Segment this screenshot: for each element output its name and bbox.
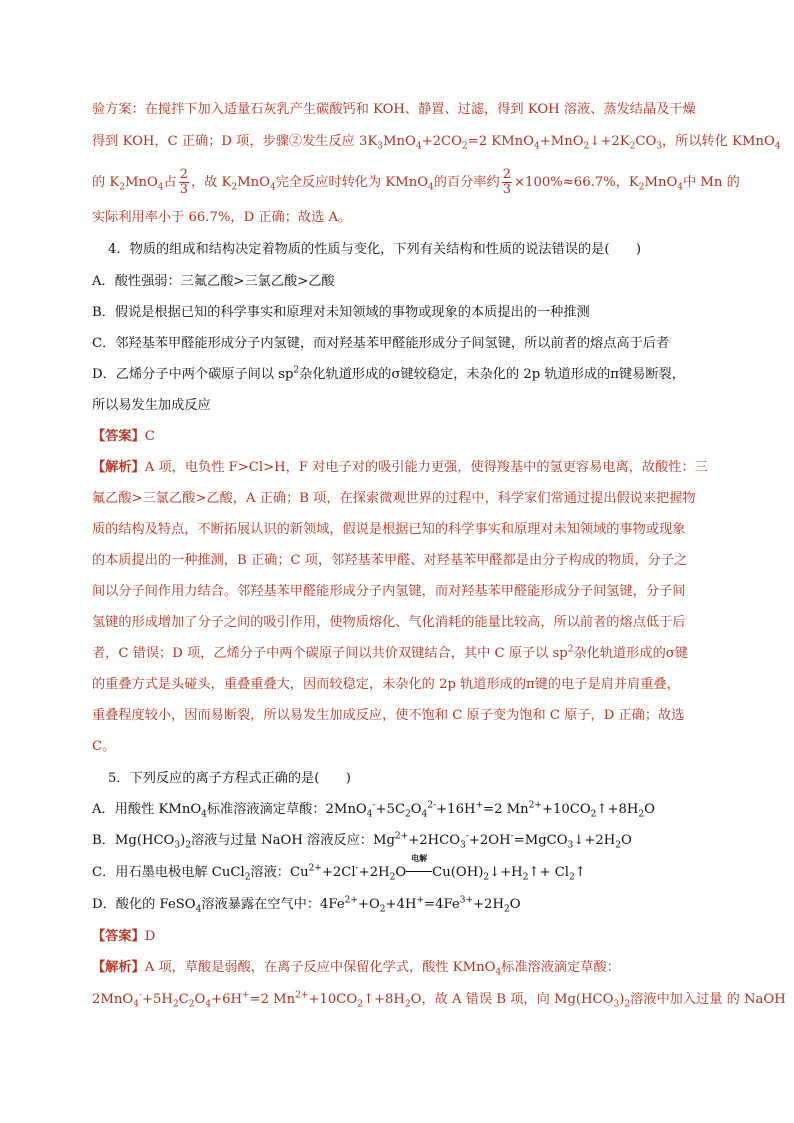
q4-explanation-line-1: 【解析】A 项，电负性 F>Cl>H，F 对电子对的吸引能力更强，使得羧基中的氢更容易电离，故酸性：三 bbox=[92, 460, 708, 475]
prev-explanation-line-3: 的 $K_2MnO_4$占 $\frac{2}{3}$ ，故 $K_2MnO_4$完全反应时转化为 KMnO$_4$的百分率约 $\frac{2}{3}$ ×100%≈66.7%，$K_2MnO_4$中 Mn 的 bbox=[92, 167, 740, 197]
q4-explanation-line-9: 重叠程度较小，因而易断裂，所以易发生加成反应，使不饱和 C 原子变为饱和 C 原子，D 正确；故选 bbox=[92, 708, 685, 723]
q5-explanation-line-1: 【解析】A 项，草酸是弱酸，在离子反应中保留化学式，酸性 KMnO$_4$标准溶液滴定草酸： bbox=[92, 960, 620, 978]
q5-option-c: C．用石墨电极电解 CuCl$_2$溶液：$Cu^{2+}+2Cl^-+2H_2O$ 电解 $Cu(OH)_2↓+H_2↑+$ $Cl_2↑$ bbox=[92, 853, 586, 883]
q4-option-c: C．邻羟基苯甲醛能形成分子内氢键，而对羟基苯甲醛能形成分子间氢键，所以前者的熔点高于后者 bbox=[92, 336, 670, 351]
fraction-two-thirds: $\frac{2}{3}$ bbox=[179, 167, 188, 197]
q4-explanation-line-10: C。 bbox=[92, 739, 116, 754]
q5-option-d: D．酸化的 FeSO$_4$溶液暴露在空气中：$4Fe^{2+}+O_2+4H^+=4Fe^{3+}+2H_2O$ bbox=[92, 895, 521, 915]
q4-option-d-line-1: D．乙烯分子中两个碳原子间以 $sp^2$杂化轨道形成的σ键较稳定，未杂化的 2p 轨道形成的π键易断裂， bbox=[92, 365, 685, 382]
q5-option-a: A．用酸性 KMnO$_4$标准溶液滴定草酸：$2MnO_4^-+5C_2O_4^{2-}+16H^+=2$ $Mn^{2+}+10CO_2↑+8H_2O$ bbox=[92, 800, 655, 820]
prev-explanation-line-2: 得到 KOH，C 正确；D 项，步骤②发生反应 $3K_3MnO_4+2CO_2=2$ $KMnO_4+MnO_2↓+2K_2CO_3$，所以转化 KMnO$_4$ bbox=[92, 134, 781, 152]
q4-option-a: A．酸性强弱：三氟乙酸>三氯乙酸>乙酸 bbox=[92, 274, 335, 289]
q5-option-b: B．$Mg(HCO_3)_2$溶液与过量 NaOH 溶液反应：$Mg^{2+}+2HCO_3^-+2OH^-=MgCO_3↓+2H_2O$ bbox=[92, 831, 632, 851]
q4-explanation-line-7: 者，C 错误；D 项，乙烯分子中两个碳原子间以共价双键结合，其中 C 原子以 $sp^2$杂化轨道形成的σ键 bbox=[92, 644, 688, 661]
q4-explanation-line-5: 间以分子间作用力结合。邻羟基苯甲醛能形成分子内氢键，而对羟基苯甲醛能形成分子间氢键，分子间 bbox=[92, 584, 686, 599]
q4-option-b: B．假说是根据已知的科学事实和原理对未知领域的事物或现象的本质提出的一种推测 bbox=[92, 305, 590, 320]
electrolysis-condition-arrow: 电解 bbox=[406, 863, 432, 883]
q4-explanation-line-8: 的重叠方式是头碰头，重叠重叠大，因而较稳定，未杂化的 2p 轨道形成的π键的电子是肩并肩重叠， bbox=[92, 677, 680, 692]
q4-option-d-line-2: 所以易发生加成反应 bbox=[92, 398, 211, 413]
q4-explanation-line-2: 氟乙酸>三氯乙酸>乙酸，A 正确；B 项，在探索微观世界的过程中，科学家们常通过提出假说来把握物 bbox=[92, 491, 696, 506]
q4-explanation-line-4: 的本质提出的一种推测，B 正确；C 项，邻羟基苯甲醛、对羟基苯甲醛都是由分子构成的物质，分子之 bbox=[92, 553, 688, 568]
prev-explanation-line-1: 验方案：在搅拌下加入适量石灰乳产生碳酸钙和 KOH、静置、过滤，得到 KOH 溶液、蒸发结晶及干燥 bbox=[92, 102, 696, 117]
prev-explanation-line-4: 实际利用率小于 66.7%，D 正确；故选 A。 bbox=[92, 210, 352, 225]
q4-stem: 4．物质的组成和结构决定着物质的性质与变化，下列有关结构和性质的说法错误的是( ) bbox=[108, 242, 641, 257]
fraction-two-thirds-2: $\frac{2}{3}$ bbox=[502, 167, 511, 197]
q5-explanation-line-2: $2MnO_4^-+5H_2C_2O_4+6H^+=2$ $Mn^{2+}+10CO_2↑+8H_2O$，故 A 错误 B 项，向 $Mg(HCO_3)_2$溶液中加入过量 的 NaOH bbox=[92, 990, 786, 1010]
q5-answer: 【答案】D bbox=[92, 929, 156, 944]
q4-answer: 【答案】C bbox=[92, 429, 155, 444]
q4-explanation-line-6: 氢键的形成增加了分子之间的吸引作用，使物质熔化、气化消耗的能量比较高，所以前者的熔点低于后 bbox=[92, 615, 686, 630]
q4-explanation-line-3: 质的结构及特点，不断拓展认识的新领域，假说是根据已知的科学事实和原理对未知领域的事物或现象 bbox=[92, 522, 686, 537]
q5-stem: 5．下列反应的离子方程式正确的是( ) bbox=[108, 771, 351, 786]
